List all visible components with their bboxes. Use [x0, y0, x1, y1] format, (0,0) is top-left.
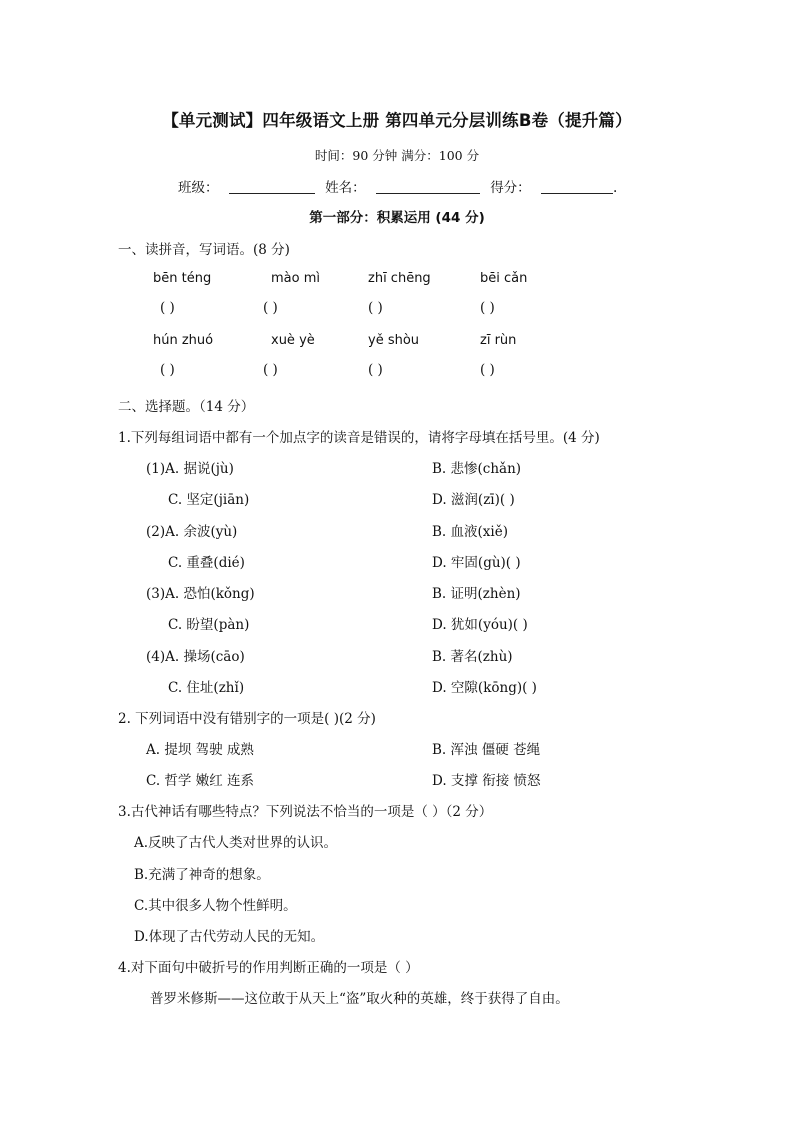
answer-bracket[interactable]: ( ) — [480, 362, 495, 378]
score-label: 得分： — [490, 180, 531, 196]
pinyin-item: yě shòu — [368, 333, 420, 348]
option: D. 犹如(yóu)( ) — [432, 617, 528, 633]
option: C. 坚定(jiān) — [168, 492, 250, 508]
end-dot: . — [612, 180, 618, 196]
class-label: 班级： — [178, 180, 219, 196]
pinyin-item: xuè yè — [271, 333, 315, 348]
option: B. 悲惨(chǎn) — [432, 461, 522, 477]
option: (1)A. 据说(jù) — [146, 461, 234, 477]
option: D. 支撑 衔接 愤怒 — [432, 773, 541, 789]
score-blank[interactable] — [541, 179, 613, 194]
option: B.充满了神奇的想象。 — [134, 867, 270, 883]
option: (4)A. 操场(cāo) — [146, 649, 245, 665]
pinyin-item: bēn téng — [153, 271, 212, 286]
option: D. 空隙(kōng)( ) — [432, 680, 537, 696]
option: (2)A. 余波(yù) — [146, 524, 238, 540]
option: D.体现了古代劳动人民的无知。 — [134, 929, 325, 945]
answer-bracket[interactable]: ( ) — [160, 362, 175, 378]
option: (3)A. 恐怕(kǒng) — [146, 586, 255, 602]
q2-item3: 3.古代神话有哪些特点？下列说法不恰当的一项是（ ）（2 分） — [118, 804, 493, 820]
pinyin-item: hún zhuó — [153, 333, 214, 348]
option: C. 盼望(pàn) — [168, 617, 250, 633]
option: C. 住址(zhǐ) — [168, 680, 245, 696]
name-blank[interactable] — [376, 179, 480, 194]
answer-bracket[interactable]: ( ) — [480, 300, 495, 316]
option: C. 哲学 嫩红 连系 — [146, 773, 255, 789]
option: A.反映了古代人类对世界的认识。 — [134, 835, 338, 851]
q2-item1: 1.下列每组词语中都有一个加点字的读音是错误的，请将字母填在括号里。(4 分) — [118, 430, 600, 446]
answer-bracket[interactable]: ( ) — [160, 300, 175, 316]
quoted-sentence: 普罗米修斯——这位敢于从天上“盗”取火种的英雄，终于获得了自由。 — [150, 991, 569, 1007]
name-label: 姓名： — [325, 180, 366, 196]
option: B. 浑浊 僵硬 苍绳 — [432, 742, 541, 758]
q2-item4: 4.对下面句中破折号的作用判断正确的一项是（ ） — [118, 960, 419, 976]
class-blank[interactable] — [229, 179, 315, 194]
answer-bracket[interactable]: ( ) — [368, 362, 383, 378]
part1-title: 第一部分：积累运用 (44 分) — [309, 210, 485, 226]
pinyin-item: zhī chēng — [368, 271, 431, 286]
answer-bracket[interactable]: ( ) — [368, 300, 383, 316]
q2-item2: 2. 下列词语中没有错别字的一项是( )(2 分) — [118, 711, 376, 727]
option: A. 提坝 驾驶 成熟 — [146, 742, 254, 758]
student-info-line — [178, 176, 617, 196]
option: D. 滋润(zī)( ) — [432, 492, 515, 508]
option: B. 血液(xiě) — [432, 524, 508, 540]
q1-title: 一、读拼音，写词语。(8 分) — [118, 242, 290, 258]
pinyin-item: mào mì — [271, 271, 320, 286]
time-score-line: 时间：90 分钟 满分：100 分 — [314, 148, 480, 163]
page-title: 【单元测试】四年级语文上册 第四单元分层训练B卷（提升篇） — [162, 111, 632, 130]
option: B. 著名(zhù) — [432, 649, 513, 665]
option: C. 重叠(dié) — [168, 555, 245, 571]
option: D. 牢固(gù)( ) — [432, 555, 521, 571]
pinyin-item: zī rùn — [480, 333, 517, 348]
pinyin-item: bēi cǎn — [480, 271, 528, 286]
option: C.其中很多人物个性鲜明。 — [134, 898, 297, 914]
answer-bracket[interactable]: ( ) — [263, 300, 278, 316]
option: B. 证明(zhèn) — [432, 586, 521, 602]
answer-bracket[interactable]: ( ) — [263, 362, 278, 378]
q2-title: 二、选择题。（14 分） — [118, 399, 255, 415]
